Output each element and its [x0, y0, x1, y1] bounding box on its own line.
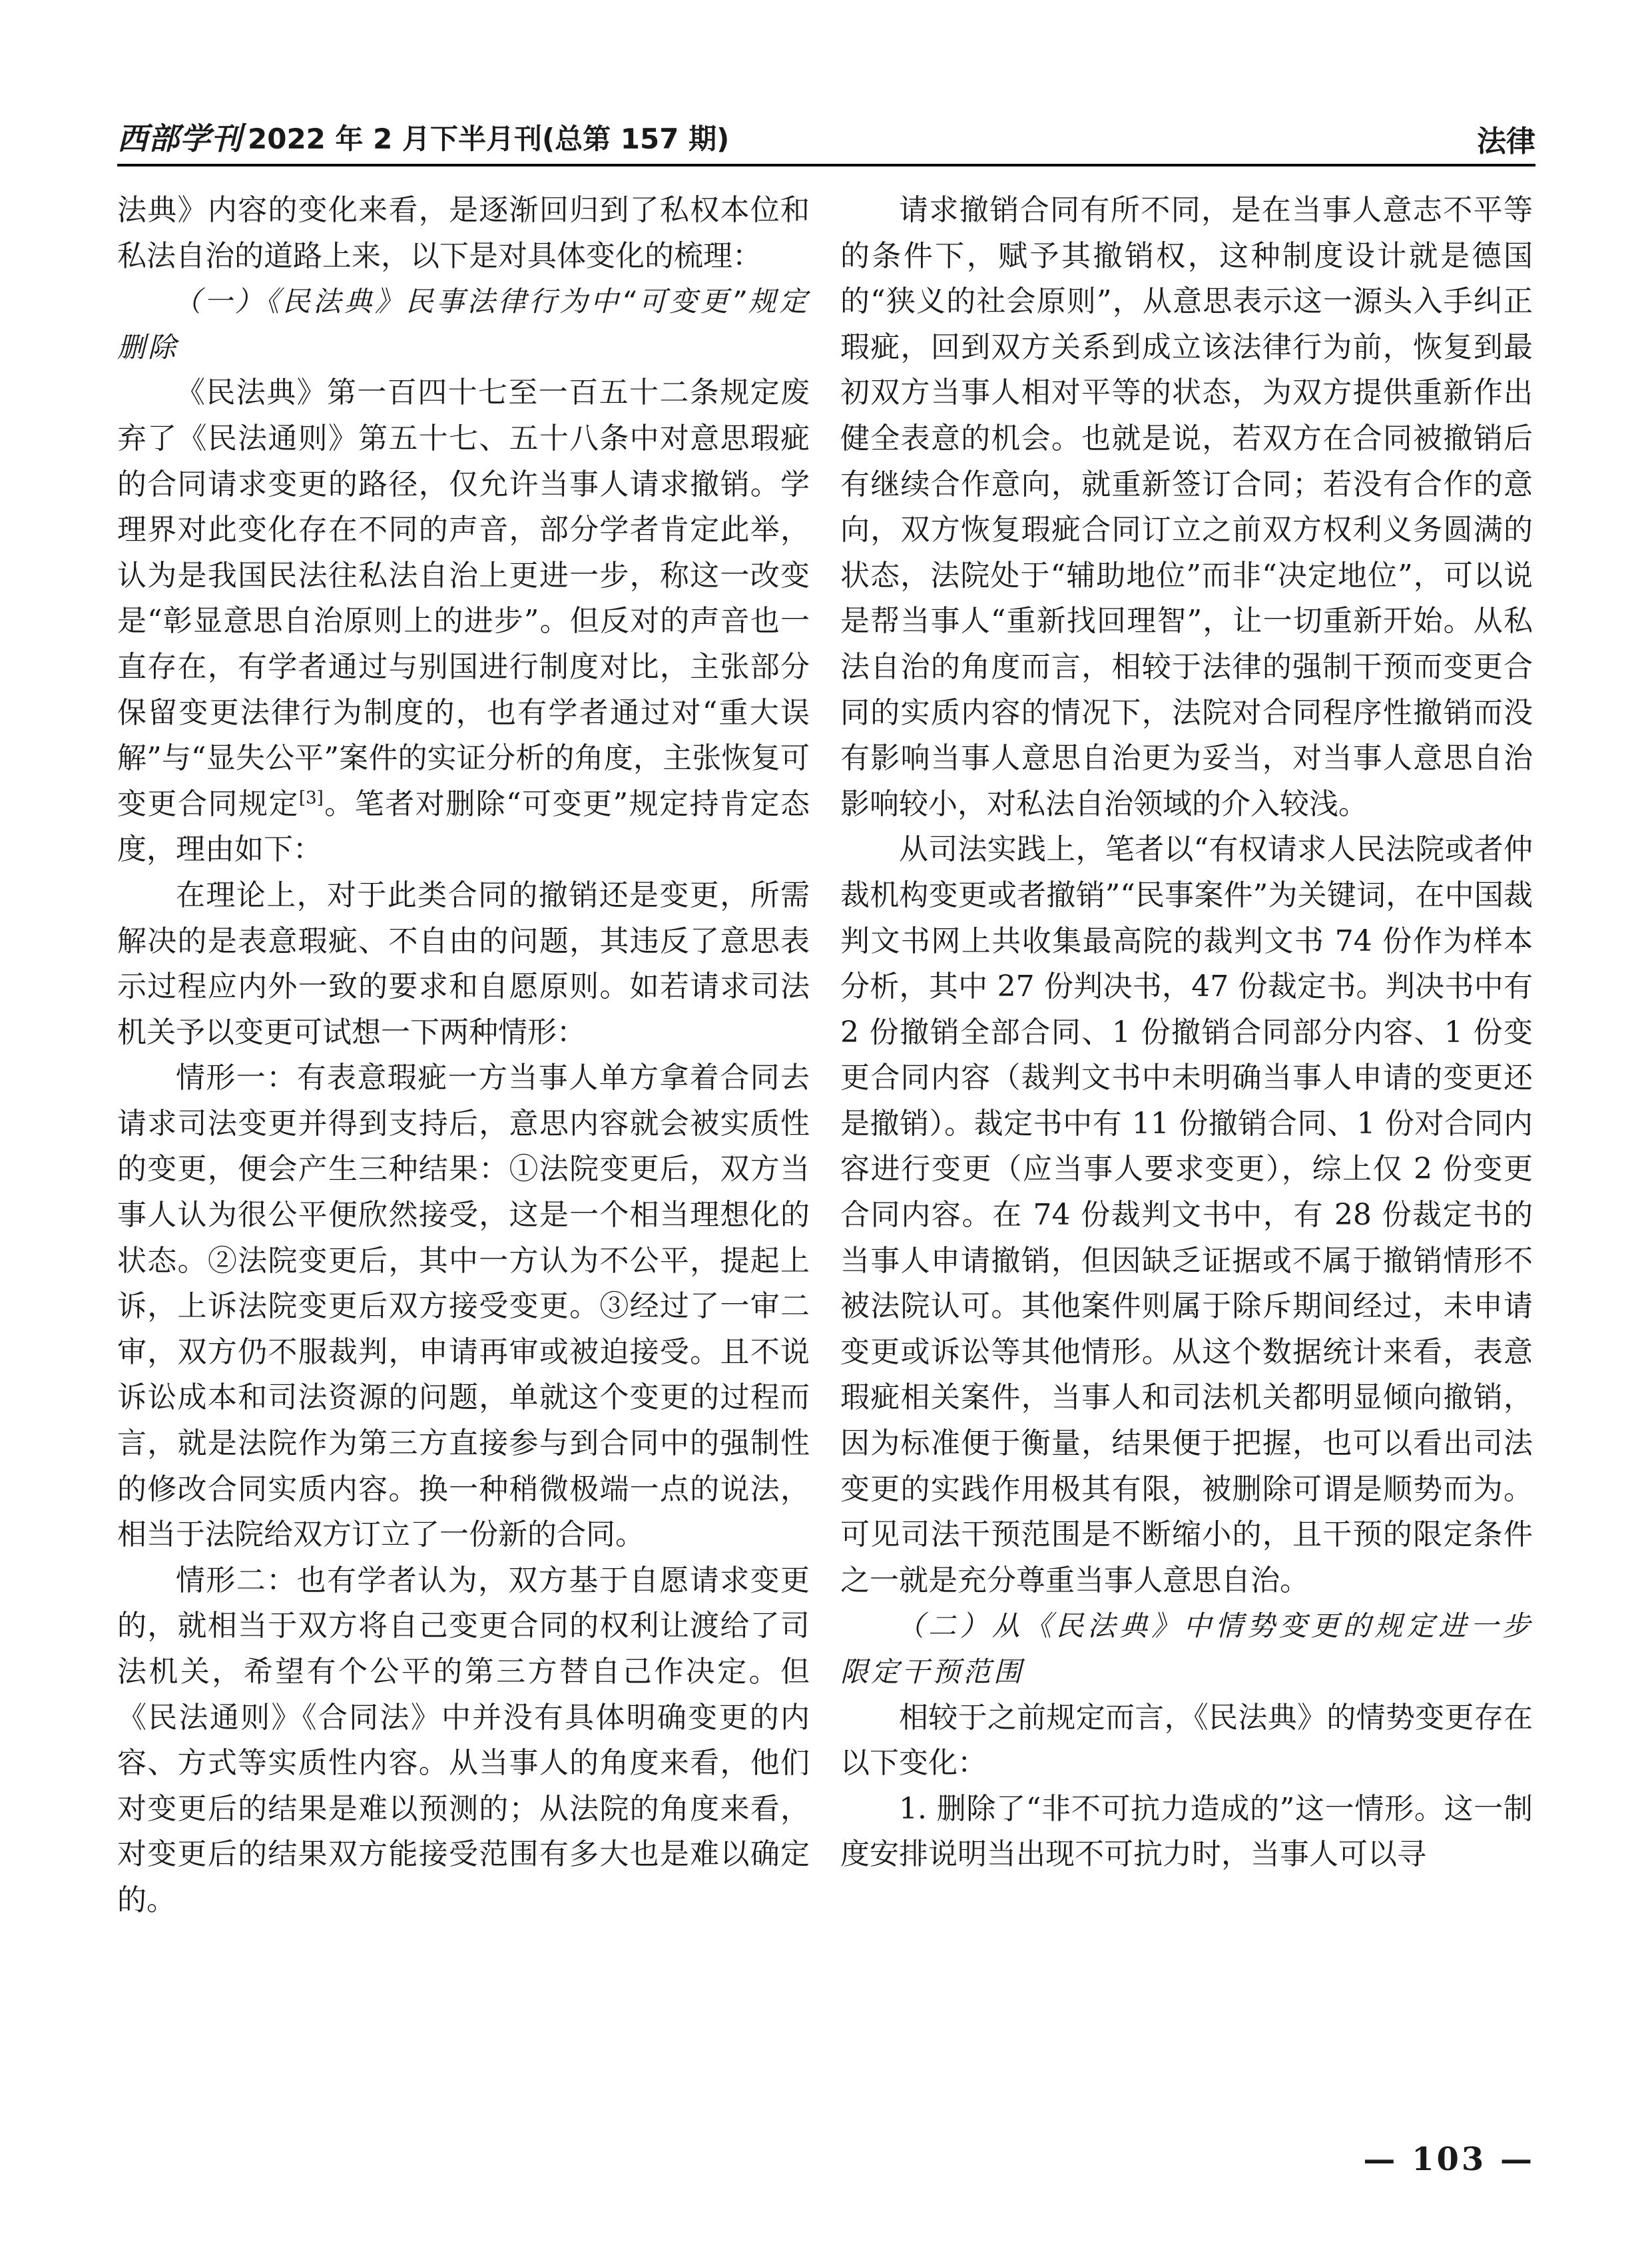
- page-number: — 103 —: [1363, 2141, 1535, 2178]
- section-heading: （二）从《民法典》中情势变更的规定进一步限定干预范围: [840, 1609, 1533, 1688]
- paragraph: 法典》内容的变化来看，是逐渐回归到了私权本位和私法自治的道路上来，以下是对具体变化的梳理：: [117, 193, 810, 273]
- paragraph: [117, 370, 810, 873]
- paragraph: 从司法实践上，笔者以“有权请求人民法院或者仲裁机构变更或者撤销”“民事案件”为关键词，在中国裁判文书网上共收集最高院的裁判文书 74 份作为样本分析，其中 27 份判决书，47 份裁定书。判决书中有 2 份撤销全部合同、1 份撤销合同部分内容、1 份变更合同内容（裁判文书中未明确当事人申请的变更还是撤销）。裁定书中有 11 份撤销合同、1 份对合同内容进行变更（应当事人要求变更），综上仅 2 份变更合同内容。在 74 份裁判文书中，有 28 份裁定书的当事人申请撤销，但因缺乏证据或不属于撤销情形不被法院认可。其他案件则属于除斥期间经过，未申请变更或诉讼等其他情形。从这个数据统计来看，表意瑕疵相关案件，当事人和司法机关都明显倾向撤销，因为标准便于衡量，结果便于把握，也可以看出司法变更的实践作用极其有限，被删除可谓是顺势而为。可见司法干预范围是不断缩小的，且干预的限定条件之一就是充分尊重当事人意思自治。: [840, 832, 1533, 1597]
- paragraph: 在理论上，对于此类合同的撤销还是变更，所需解决的是表意瑕疵、不自由的问题，其违反了意思表示过程应内外一致的要求和自愿原则。如若请求司法机关予以变更可试想一下两种情形：: [117, 878, 810, 1049]
- paragraph-text: 。笔者对删除“可变更”规定持肯定态度，理由如下：: [117, 786, 810, 867]
- paragraph: 1. 删除了“非不可抗力造成的”这一情形。这一制度安排说明当出现不可抗力时，当事人可以寻: [840, 1791, 1533, 1872]
- paragraph: 相较于之前规定而言，《民法典》的情势变更存在以下变化：: [840, 1700, 1533, 1781]
- citation: [3]: [298, 788, 324, 808]
- paragraph: 情形一：有表意瑕疵一方当事人单方拿着合同去请求司法变更并得到支持后，意思内容就会被实质性的变更，便会产生三种结果：①法院变更后，双方当事人认为很公平便欣然接受，这是一个相当理想化的状态。②法院变更后，其中一方认为不公平，提起上诉，上诉法院变更后双方接受变更。③经过了一审二审，双方仍不服裁判，申请再审或被迫接受。且不说诉讼成本和司法资源的问题，单就这个变更的过程而言，就是法院作为第三方直接参与到合同中的强制性的修改合同实质内容。换一种稍微极端一点的说法，相当于法院给双方订立了一份新的合同。: [117, 1061, 810, 1552]
- journal-logo: 西部学刊: [117, 121, 242, 156]
- paragraph-text: 《民法典》第一百四十七至一百五十二条规定废弃了《民法通则》第五十七、五十八条中对意思瑕疵的合同请求变更的路径，仅允许当事人请求撤销。学理界对此变化存在不同的声音，部分学者肯定此举，认为是我国民法往私法自治上更进一步，称这一改变是“彰显意思自治原则上的进步”。但反对的声音也一直存在，有学者通过与别国进行制度对比，主张部分保留变更法律行为制度的，也有学者通过对“重大误解”与“显失公平”案件的实证分析的角度，主张恢复可变更合同规定: [117, 376, 810, 821]
- paragraph: 请求撤销合同有所不同，是在当事人意志不平等的条件下，赋予其撤销权，这种制度设计就是德国的“狭义的社会原则”，从意思表示这一源头入手纠正瑕疵，回到双方关系到成立该法律行为前，恢复到最初双方当事人相对平等的状态，为双方提供重新作出健全表意的机会。也就是说，若双方在合同被撤销后有继续合作意向，就重新签订合同；若没有合作的意向，双方恢复瑕疵合同订立之前双方权利义务圆满的状态，法院处于“辅助地位”而非“决定地位”，可以说是帮当事人“重新找回理智”，让一切重新开始。从私法自治的角度而言，相较于法律的强制干预而变更合同的实质内容的情况下，法院对合同程序性撤销而没有影响当事人意思自治更为妥当，对当事人意思自治影响较小，对私法自治领域的介入较浅。: [840, 193, 1533, 821]
- section-label: 法律: [1477, 125, 1535, 158]
- page-header: [117, 112, 1535, 164]
- section-heading: （一）《民法典》民事法律行为中“可变更”规定删除: [117, 285, 810, 364]
- issue-info: 2022 年 2 月下半月刊(总第 157 期): [248, 123, 730, 155]
- header-rule: [117, 164, 1535, 166]
- right-column: [840, 188, 1533, 1878]
- left-column: [117, 188, 810, 1924]
- paragraph: 情形二：也有学者认为，双方基于自愿请求变更的，就相当于双方将自己变更合同的权利让渡给了司法机关，希望有个公平的第三方替自己作决定。但《民法通则》《合同法》中并没有具体明确变更的内容、方式等实质性内容。从当事人的角度来看，他们对变更后的结果是难以预测的；从法院的角度来看，对变更后的结果双方能接受范围有多大也是难以确定的。: [117, 1563, 810, 1917]
